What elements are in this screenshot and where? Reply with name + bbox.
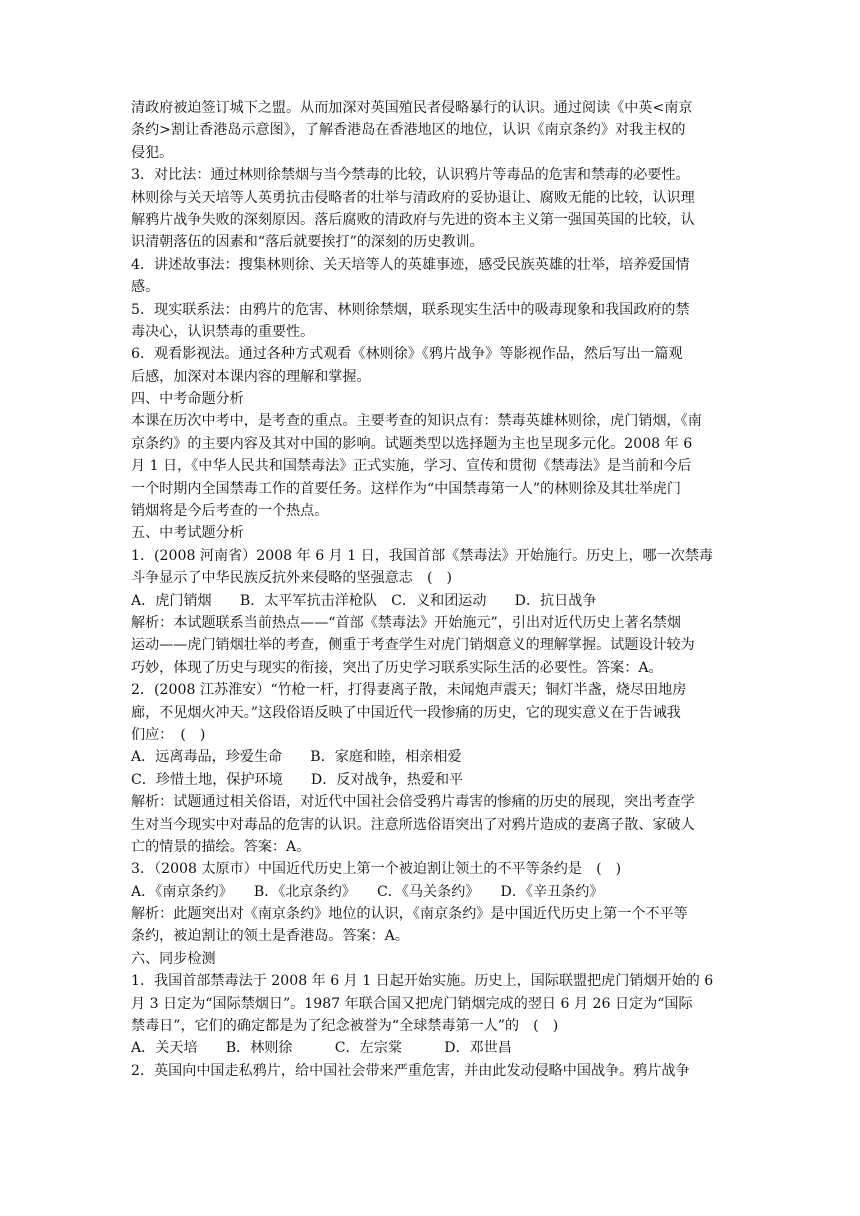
text-line: 月 1 日，《中华人民共和国禁毒法》正式实施，学习、宣传和贯彻《禁毒法》是当前和今后 bbox=[131, 458, 692, 475]
text-line: 亡的情景的描绘。答案：A。 bbox=[131, 838, 311, 855]
text-line: 条约，被迫割让的领土是香港岛。答案：A。 bbox=[131, 928, 409, 945]
text-line: 侵犯。 bbox=[131, 144, 174, 161]
text-line: 3．（2008 太原市）中国近代历史上第一个被迫割让领土的不平等条约是 ( ) bbox=[131, 861, 622, 878]
text-line: 本课在历次中考中，是考查的重点。主要考查的知识点有：禁毒英雄林则徐，虎门销烟，《南 bbox=[131, 413, 702, 430]
text-line: 3．对比法：通过林则徐禁烟与当今禁毒的比较，认识鸦片等毒品的危害和禁毒的必要性。 bbox=[131, 167, 690, 184]
text-line: 1．(2008 河南省）2008 年 6 月 1 日，我国首部《禁毒法》开始施行。历史上，哪一次禁毒 bbox=[131, 547, 714, 564]
text-line: A．远离毒品，珍爱生命 B．家庭和睦，相亲相爱 bbox=[131, 749, 462, 766]
text-line: 四、中考命题分析 bbox=[131, 391, 244, 408]
text-line: 廊，不见烟火冲天。”这段俗语反映了中国近代一段惨痛的历史，它的现实意义在于告诫我 bbox=[131, 704, 681, 721]
text-line: A．虎门销烟 B．太平军抗击洋枪队 C．义和团运动 D．抗日战争 bbox=[131, 592, 597, 609]
text-line: 生对当今现实中对毒品的危害的认识。注意所选俗语突出了对鸦片造成的妻离子散、家破人 bbox=[131, 816, 695, 833]
text-line: 清政府被迫签订城下之盟。从而加深对英国殖民者侵略暴行的认识。通过阅读《中英<南京 bbox=[131, 100, 693, 116]
text-line: 五、中考试题分析 bbox=[131, 525, 244, 542]
text-line: 解析：此题突出对《南京条约》地位的认识，《南京条约》是中国近代历史上第一个不平等 bbox=[131, 906, 688, 923]
text-line: 一个时期内全国禁毒工作的首要任务。这样作为“中国禁毒第一人”的林则徐及其壮举虎门 bbox=[131, 480, 681, 497]
text-line: 6．观看影视法。通过各种方式观看《林则徐》《鸦片战争》等影视作品，然后写出一篇观 bbox=[131, 346, 683, 363]
text-line: 感。 bbox=[131, 279, 160, 296]
text-line: A．关天培 B．林则徐 C．左宗棠 D．邓世昌 bbox=[131, 1040, 512, 1057]
text-line: 解鸦片战争失败的深刻原因。落后腐败的清政府与先进的资本主义第一强国英国的比较，认 bbox=[131, 211, 695, 228]
text-line: 六、同步检测 bbox=[131, 950, 216, 967]
text-line: 4．讲述故事法：搜集林则徐、关天培等人的英雄事迹，感受民族英雄的壮举，培养爱国情 bbox=[131, 256, 690, 273]
text-line: 们应： ( ) bbox=[131, 726, 206, 743]
text-line: 识清朝落伍的因素和“落后就要挨打”的深刻的历史教训。 bbox=[131, 234, 484, 251]
text-line: 解析：本试题联系当前热点——“首部《禁毒法》开始施元”，引出对近代历史上著名禁烟 bbox=[131, 614, 681, 631]
document-page bbox=[131, 97, 731, 1082]
text-line: 林则徐与关天培等人英勇抗击侵略者的壮举与清政府的妥协退让、腐败无能的比较，认识理 bbox=[131, 189, 695, 206]
text-line: 解析：试题通过相关俗语，对近代中国社会倍受鸦片毒害的惨痛的历史的展现，突出考查学 bbox=[131, 794, 695, 811]
text-line: 2．(2008 江苏淮安）“竹枪一杆，打得妻离子散，未闻炮声震天；铜灯半盏，烧尽田地房 bbox=[131, 682, 687, 699]
text-line: 巧妙，体现了历史与现实的衔接，突出了历史学习联系实际生活的必要性。答案：A。 bbox=[131, 659, 663, 676]
text-line: 5．现实联系法：由鸦片的危害、林则徐禁烟，联系现实生活中的吸毒现象和我国政府的禁 bbox=[131, 301, 690, 318]
text-line: 月 3 日定为“国际禁烟日”。1987 年联合国又把虎门销烟完成的翌日 6 月 26 日定为“国际 bbox=[131, 995, 693, 1012]
text-line: 禁毒日”，它们的确定都是为了纪念被誉为“全球禁毒第一人”的 ( ) bbox=[131, 1018, 559, 1035]
text-line: 销烟将是今后考查的一个热点。 bbox=[131, 503, 329, 520]
text-line: A．《南京条约》 B．《北京条约》 C．《马关条约》 D．《辛丑条约》 bbox=[131, 883, 604, 900]
text-line: 运动——虎门销烟壮举的考查，侧重于考查学生对虎门销烟意义的理解掌握。试题设计较为 bbox=[131, 637, 695, 654]
text-line: C．珍惜土地，保护环境 D．反对战争，热爱和平 bbox=[131, 771, 464, 788]
text-line: 毒决心，认识禁毒的重要性。 bbox=[131, 323, 315, 340]
text-line: 京条约》的主要内容及其对中国的影响。试题类型以选择题为主也呈现多元化。2008 年 6 bbox=[131, 435, 693, 452]
text-line: 条约>割让香港岛示意图》，了解香港岛在香港地区的地位，认识《南京条约》对我主权的 bbox=[131, 122, 686, 139]
text-line: 2．英国向中国走私鸦片，给中国社会带来严重危害，并由此发动侵略中国战争。鸦片战争 bbox=[131, 1062, 690, 1079]
text-line: 后感，加深对本课内容的理解和掌握。 bbox=[131, 368, 371, 385]
text-line: 1．我国首部禁毒法于 2008 年 6 月 1 日起开始实施。历史上，国际联盟把虎门销烟开始的 6 bbox=[131, 973, 714, 990]
text-line: 斗争显示了中华民族反抗外来侵略的坚强意志 ( ) bbox=[131, 570, 453, 587]
